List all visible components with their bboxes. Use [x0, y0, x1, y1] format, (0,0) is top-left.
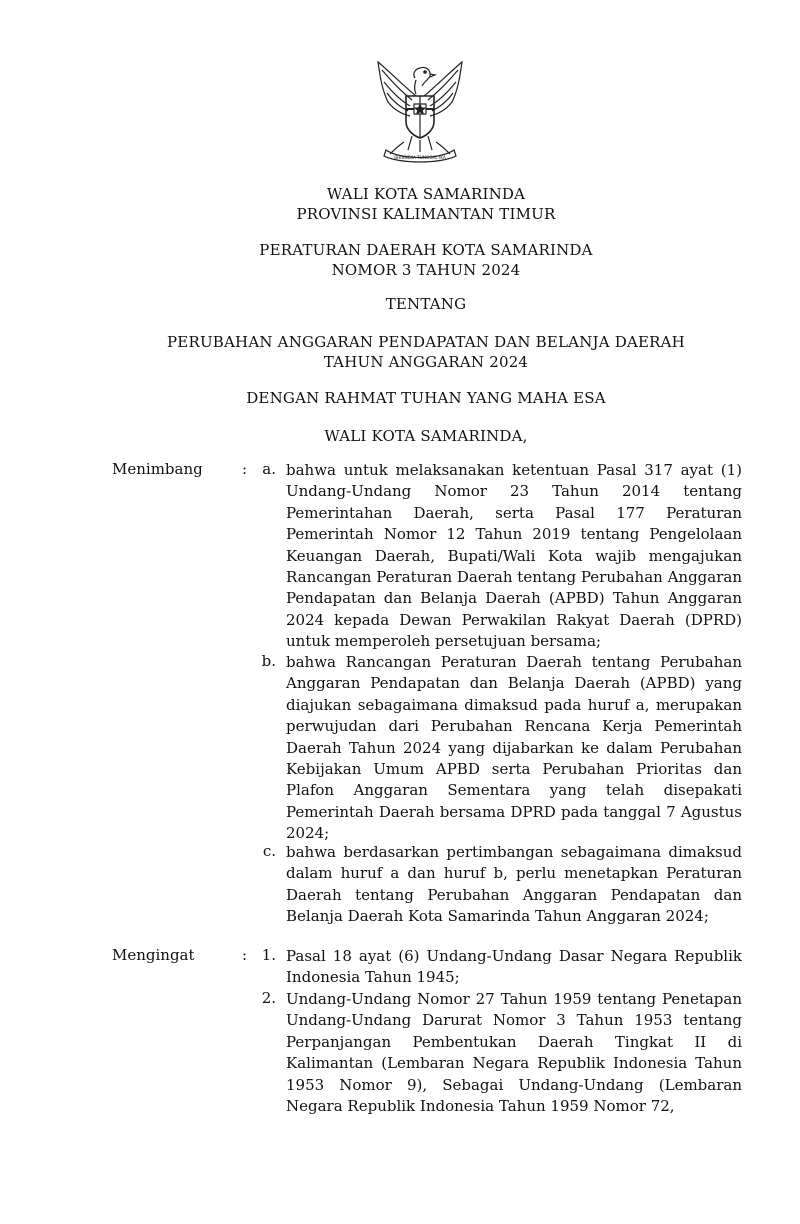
province-line: PROVINSI KALIMANTAN TIMUR — [296, 205, 556, 223]
menimbang-item-a: bahwa untuk melaksanakan ketentuan Pasal 317 ayat (1) Undang-Undang Nomor 23 Tahun 2014 tentang Pemerintahan Daerah, serta Pasal 177 Peraturan Pemerintah Nomor 12 Tahun 2019 tentang Pengelolaan Keuangan Daerah, Bupati/Wali Kota wajib mengajukan Rancangan Peraturan Daerah tentang Perubahan Anggaran Pendapatan dan Belanja Daerah (APBD) Tahun Anggaran 2024 kepada Dewan Perwakilan Rakyat Daerah (DPRD) untuk memperoleh persetujuan bersama; — [286, 461, 742, 651]
invocation-text: DENGAN RAHMAT TUHAN YANG MAHA ESA — [246, 389, 606, 407]
menimbang-item-c: bahwa berdasarkan pertimbangan sebagaimana dimaksud dalam huruf a dan huruf b, perlu menetapkan Peraturan Daerah tentang Perubahan Anggaran Pendapatan dan Belanja Daerah Kota Samarinda Tahun Anggaran 2024; — [286, 843, 742, 926]
issuer — [0, 426, 800, 446]
about-heading — [0, 294, 800, 314]
mengingat-colon: : — [242, 946, 248, 964]
motto-text: BHINNEKA TUNGGAL IKA — [394, 155, 446, 160]
authority-line: WALI KOTA SAMARINDA — [326, 185, 526, 203]
menimbang-item-b: bahwa Rancangan Peraturan Daerah tentang Perubahan Anggaran Pendapatan dan Belanja Daerah (APBD) yang diajukan sebagaimana dimaksud pada huruf a, merupakan perwujudan dari Perubahan Rencana Kerja Pemerintah Daerah Tahun 2024 yang dijabarkan ke dalam Perubahan Kebijakan Umum APBD serta Perubahan Prioritas dan Plafon Anggaran Sementara yang telah disepakati Pemerintah Daerah bersama DPRD pada tanggal 7 Agustus 2024; — [286, 653, 742, 843]
item-marker: c. — [262, 842, 276, 860]
item-marker: 2. — [261, 989, 276, 1007]
invocation — [0, 388, 800, 408]
menimbang-colon: : — [242, 460, 248, 478]
regulation-number: NOMOR 3 TAHUN 2024 — [331, 261, 521, 279]
about-text: TENTANG — [385, 295, 467, 313]
item-marker: a. — [262, 460, 276, 478]
subject-line-2: TAHUN ANGGARAN 2024 — [323, 353, 529, 371]
menimbang-label: Menimbang — [112, 460, 203, 478]
regulation-title-block — [0, 240, 800, 280]
regulation-title: PERATURAN DAERAH KOTA SAMARINDA — [259, 241, 593, 259]
item-marker: 1. — [261, 946, 276, 964]
garuda-emblem-icon — [368, 56, 472, 164]
mengingat-item-2: Undang-Undang Nomor 27 Tahun 1959 tentang Penetapan Undang-Undang Darurat Nomor 3 Tahun 1953 tentang Perpanjangan Pembentukan Daerah Tingkat II di Kalimantan (Lembaran Negara Republik Indonesia Tahun 1953 Nomor 9), Sebagai Undang-Undang (Lembaran Negara Republik Indonesia Tahun 1959 Nomor 72, — [286, 990, 742, 1116]
mengingat-label: Mengingat — [112, 946, 195, 964]
issuer-text: WALI KOTA SAMARINDA, — [324, 427, 528, 445]
authority-block — [0, 184, 800, 224]
mengingat-item-1: Pasal 18 ayat (6) Undang-Undang Dasar Negara Republik Indonesia Tahun 1945; — [286, 947, 742, 987]
item-marker: b. — [261, 652, 276, 670]
subject-line-1: PERUBAHAN ANGGARAN PENDAPATAN DAN BELANJA DAERAH — [167, 333, 685, 351]
subject-block — [0, 332, 800, 372]
